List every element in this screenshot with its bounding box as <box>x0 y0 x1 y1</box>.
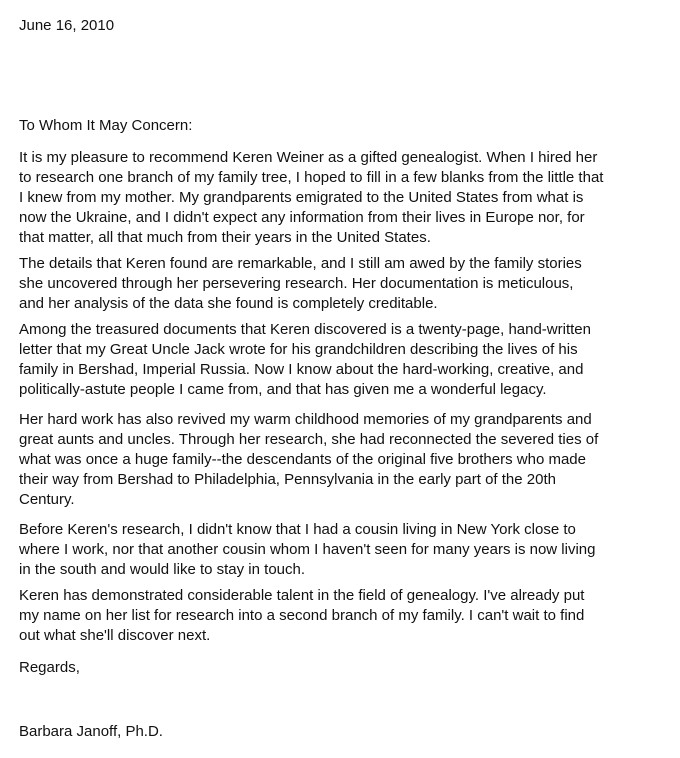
paragraph-line: Keren has demonstrated considerable talent in the field of genealogy. I've already put <box>19 587 585 604</box>
paragraph-line: to research one branch of my family tree, I hoped to fill in a few blanks from the little that <box>19 169 604 186</box>
paragraph-line: great aunts and uncles. Through her research, she had reconnected the severed ties of <box>19 431 599 448</box>
paragraph-line: she uncovered through her persevering research. Her documentation is meticulous, <box>19 275 574 292</box>
paragraph-line: Her hard work has also revived my warm childhood memories of my grandparents and <box>19 411 592 428</box>
paragraph-line: and her analysis of the data she found is completely creditable. <box>19 295 438 312</box>
paragraph-line: It is my pleasure to recommend Keren Weiner as a gifted genealogist. When I hired her <box>19 149 598 166</box>
paragraph-4 <box>19 410 598 510</box>
paragraph-line: Among the treasured documents that Keren discovered is a twenty-page, hand-written <box>19 321 591 338</box>
letter-closing: Regards, <box>19 659 80 676</box>
paragraph-line: my name on her list for research into a second branch of my family. I can't wait to find <box>19 607 585 624</box>
paragraph-line: their way from Bershad to Philadelphia, Pennsylvania in the early part of the 20th <box>19 471 556 488</box>
paragraph-line: Century. <box>19 491 75 508</box>
letter-salutation: To Whom It May Concern: <box>19 117 193 134</box>
paragraph-line: I knew from my mother. My grandparents emigrated to the United States from what is <box>19 189 584 206</box>
paragraph-3 <box>19 320 591 400</box>
paragraph-2 <box>19 254 582 314</box>
letter-signature: Barbara Janoff, Ph.D. <box>19 723 163 740</box>
paragraph-line: now the Ukraine, and I didn't expect any information from their lives in Europe nor, for <box>19 209 585 226</box>
letter-date: June 16, 2010 <box>19 17 115 34</box>
paragraph-line: what was once a huge family--the descendants of the original five brothers who made <box>19 451 586 468</box>
paragraph-5 <box>19 520 595 580</box>
paragraph-line: out what she'll discover next. <box>19 627 211 644</box>
paragraph-line: family in Bershad, Imperial Russia. Now I know about the hard-working, creative, and <box>19 361 584 378</box>
paragraph-line: that matter, all that much from their years in the United States. <box>19 229 431 246</box>
paragraph-1 <box>19 148 603 248</box>
paragraph-line: The details that Keren found are remarkable, and I still am awed by the family stories <box>19 255 582 272</box>
paragraph-line: Before Keren's research, I didn't know that I had a cousin living in New York close to <box>19 521 576 538</box>
paragraph-line: politically-astute people I came from, and that has given me a wonderful legacy. <box>19 381 547 398</box>
paragraph-line: letter that my Great Uncle Jack wrote for his grandchildren describing the lives of his <box>19 341 578 358</box>
paragraph-6 <box>19 586 584 646</box>
paragraph-line: where I work, nor that another cousin whom I haven't seen for many years is now living <box>19 541 596 558</box>
paragraph-line: in the south and would like to stay in touch. <box>19 561 306 578</box>
